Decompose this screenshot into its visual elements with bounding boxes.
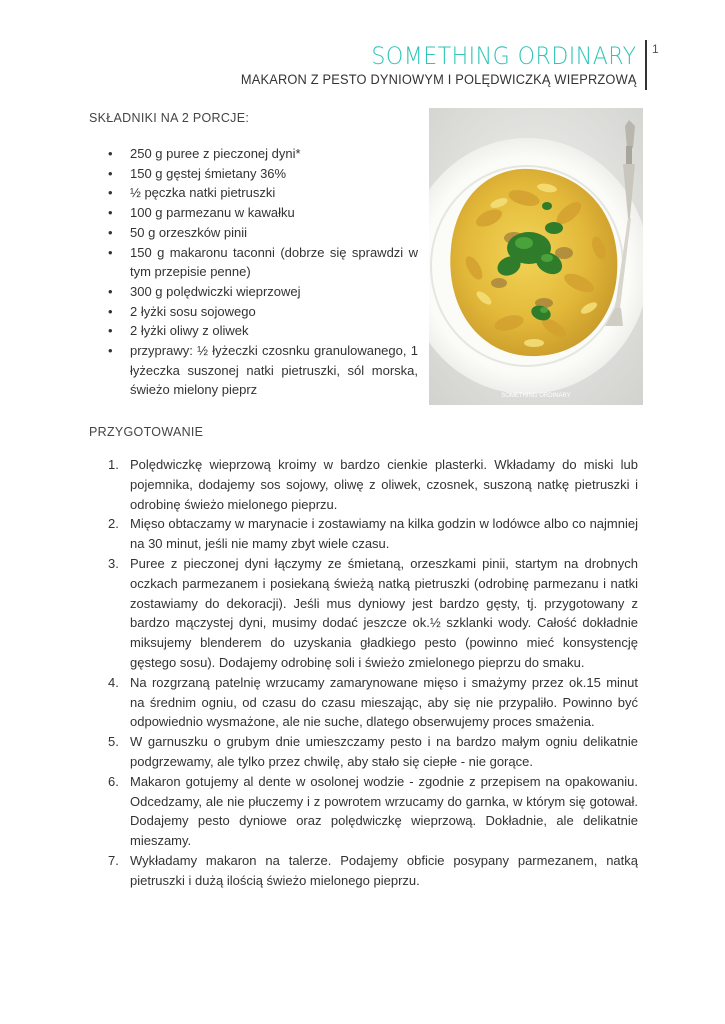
step-text: Puree z pieczonej dyni łączymy ze śmietaną, orzeszkami pinii, startym na drobnych oczkach parmezanem i posiekaną świeżą natką pietruszki (odrobinę parmezanu i natki zostawiamy do dekoracji). Jeśli mus dyniowy jest bardzo gęsty, tj. przygotowany z bardzo mączystej dyni, musimy dodać jeszcze ok.½ szklanki wody. Całość dokładnie miksujemy blenderem do uzyskania gładkiego pesto (powinno mieć konsystencję gęstego sosu). Dodajemy odrobinę soli i świeżo zmielonego pieprzu do smaku. — [130, 555, 638, 670]
ingredient-text: przyprawy: ½ łyżeczki czosnku granulowanego, 1 łyżeczka suszonej natki pietruszki, sól morska, świeżo mielony pieprz — [130, 343, 418, 398]
bullet-icon: • — [108, 165, 113, 181]
bullet-icon: • — [108, 146, 113, 161]
recipe-title: MAKARON Z PESTO DYNIOWYM I POLĘDWICZKĄ WIEPRZOWĄ — [241, 72, 637, 87]
list-item — [108, 243, 418, 282]
ingredient-text: 2 łyżki sosu sojowego — [130, 303, 256, 319]
ingredient-text: 250 g puree z pieczonej dyni* — [130, 146, 301, 161]
document-header — [220, 42, 637, 87]
step-number: 4. — [108, 674, 119, 690]
list-item — [108, 455, 638, 514]
bullet-icon: • — [108, 343, 113, 359]
step-text: Na rozgrzaną patelnię wrzucamy zamarynowane mięso i smażymy przez ok.15 minut na średnim ogniu, od czasu do czasu mieszając, aby się nie przypaliło. Powinno być odpowiednio wysmażone, ale nie suche, dlatego obserwujemy proces smażenia. — [130, 674, 638, 730]
step-number: 7. — [108, 852, 119, 868]
page-number: 1 — [652, 42, 659, 56]
step-number: 1. — [108, 457, 119, 472]
list-item — [108, 144, 418, 164]
blog-brand-title: SOMETHING ORDINARY — [371, 42, 637, 70]
photo-watermark: SOMETHING ORDINARY — [501, 393, 571, 399]
list-item — [108, 554, 638, 673]
list-item — [108, 851, 638, 891]
list-item — [108, 183, 418, 203]
ingredient-text: 300 g polędwiczki wieprzowej — [130, 283, 301, 299]
ingredient-text: 2 łyżki oliwy z oliwek — [130, 323, 249, 339]
ingredient-text: 100 g parmezanu w kawałku — [130, 205, 295, 221]
step-text: Mięso obtaczamy w marynacie i zostawiamy na kilka godzin w lodówce albo co najmniej na 30 minut, jeśli nie mamy zbyt wiele czasu. — [130, 516, 638, 552]
list-item — [108, 732, 638, 772]
step-number: 6. — [108, 773, 119, 789]
list-item — [108, 223, 418, 243]
list-item — [108, 302, 418, 322]
ingredients-list — [108, 144, 418, 400]
step-number: 2. — [108, 516, 119, 532]
ingredient-text: 150 g makaronu taconni (dobrze się sprawdzi w tym przepisie penne) — [130, 244, 418, 280]
step-text: Polędwiczkę wieprzową kroimy w bardzo cienkie plasterki. Wkładamy do miski lub pojemnika, dodajemy sos sojowy, oliwę z oliwek, czosnek, suszoną natkę pietruszki i odrobinę świeżo mielonego pieprzu. — [130, 457, 638, 512]
step-text: Wykładamy makaron na talerze. Podajemy obficie posypany parmezanem, natką pietruszki i dużą ilością świeżo mielonego pieprzu. — [130, 852, 638, 888]
list-item — [108, 203, 418, 223]
pasta-dish-photo — [429, 108, 643, 405]
list-item — [108, 514, 638, 554]
list-item — [108, 673, 638, 732]
bullet-icon: • — [108, 205, 113, 221]
list-item — [108, 341, 418, 400]
list-item — [108, 772, 638, 851]
header-divider — [645, 40, 647, 90]
list-item — [108, 321, 418, 341]
step-number: 5. — [108, 734, 119, 750]
list-item — [108, 164, 418, 184]
ingredients-heading: SKŁADNIKI NA 2 PORCJE: — [89, 111, 250, 125]
ingredient-text: 150 g gęstej śmietany 36% — [130, 165, 287, 181]
bullet-icon: • — [108, 323, 113, 339]
ingredient-text: 50 g orzeszków pinii — [130, 224, 248, 240]
bullet-icon: • — [108, 303, 113, 319]
preparation-steps — [108, 455, 638, 891]
bullet-icon: • — [108, 185, 113, 201]
bullet-icon: • — [108, 224, 113, 240]
bullet-icon: • — [108, 283, 113, 299]
step-text: W garnuszku o grubym dnie umieszczamy pesto i na bardzo małym ogniu delikatnie podgrzewamy, ale tylko przez chwilę, aby stało się ciepłe - nie gorące. — [130, 734, 638, 769]
step-text: Makaron gotujemy al dente w osolonej wodzie - zgodnie z przepisem na opakowaniu. Odcedzamy, ale nie płuczemy i z powrotem wrzucamy do garnka, w którym się gotował. Dodajemy pesto dyniowe oraz polędwiczkę wieprzową. Dokładnie, ale delikatnie mieszamy. — [130, 773, 638, 849]
bullet-icon: • — [108, 244, 113, 260]
step-number: 3. — [108, 555, 119, 571]
preparation-heading: PRZYGOTOWANIE — [89, 425, 204, 439]
ingredient-text: ½ pęczka natki pietruszki — [130, 185, 276, 201]
list-item — [108, 282, 418, 302]
